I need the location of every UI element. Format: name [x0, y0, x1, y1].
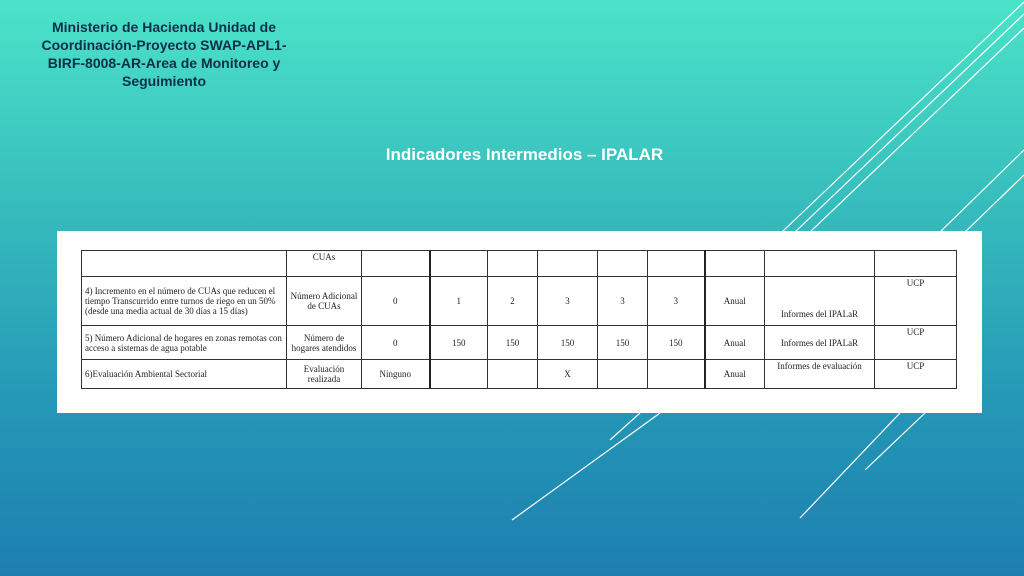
responsible-value: UCP [875, 326, 957, 360]
source-value: Informes de evaluación [765, 360, 875, 389]
table-cell [765, 251, 875, 277]
table-row [82, 251, 957, 277]
table-cell: CUAs [287, 251, 362, 277]
indicator-unit: Número de hogares atendidos [287, 326, 362, 360]
page-title: Indicadores Intermedios – IPALAR [385, 145, 664, 164]
table-row [82, 277, 957, 326]
baseline-value: 0 [362, 326, 430, 360]
year-5-value: 150 [648, 326, 705, 360]
frequency-value: Anual [705, 326, 765, 360]
table-cell [705, 251, 765, 277]
frequency-value: Anual [705, 360, 765, 389]
year-2-value: 2 [488, 277, 538, 326]
year-2-value: 150 [488, 326, 538, 360]
table-cell [538, 251, 598, 277]
table-cell [430, 251, 488, 277]
year-3-value: 150 [538, 326, 598, 360]
source-value: Informes del IPALaR [765, 277, 875, 326]
year-1-value: 1 [430, 277, 488, 326]
year-1-value: 150 [430, 326, 488, 360]
year-3-value: 3 [538, 277, 598, 326]
table-cell [875, 251, 957, 277]
table-cell [598, 251, 648, 277]
indicators-table [81, 250, 957, 389]
indicator-description: 5) Número Adicional de hogares en zonas remotas con acceso a sistemas de agua potable [82, 326, 287, 360]
table-cell [648, 251, 705, 277]
table-cell [362, 251, 430, 277]
source-value: Informes del IPALaR [765, 326, 875, 360]
table-row [82, 360, 957, 389]
indicator-description: 4) Incremento en el número de CUAs que reducen el tiempo Transcurrido entre turnos de riego en un 50% (desde una media actual de 30 días a 15 días) [82, 277, 287, 326]
year-4-value: 3 [598, 277, 648, 326]
year-4-value [598, 360, 648, 389]
table-cell [488, 251, 538, 277]
year-4-value: 150 [598, 326, 648, 360]
organization-heading: Ministerio de Hacienda Unidad de Coordinación-Proyecto SWAP-APL1-BIRF-8008-AR-Area de Monitoreo y Seguimiento [41, 19, 287, 89]
indicator-description: 6)Evaluación Ambiental Sectorial [82, 360, 287, 389]
responsible-value: UCP [875, 277, 957, 326]
responsible-value: UCP [875, 360, 957, 389]
year-5-value: 3 [648, 277, 705, 326]
frequency-value: Anual [705, 277, 765, 326]
year-3-value: X [538, 360, 598, 389]
indicator-unit: Evaluación realizada [287, 360, 362, 389]
baseline-value: 0 [362, 277, 430, 326]
year-5-value [648, 360, 705, 389]
table-row [82, 326, 957, 360]
scanned-table-image [57, 231, 982, 413]
indicator-unit: Número Adicional de CUAs [287, 277, 362, 326]
baseline-value: Ninguno [362, 360, 430, 389]
year-2-value [488, 360, 538, 389]
table-cell [82, 251, 287, 277]
year-1-value [430, 360, 488, 389]
